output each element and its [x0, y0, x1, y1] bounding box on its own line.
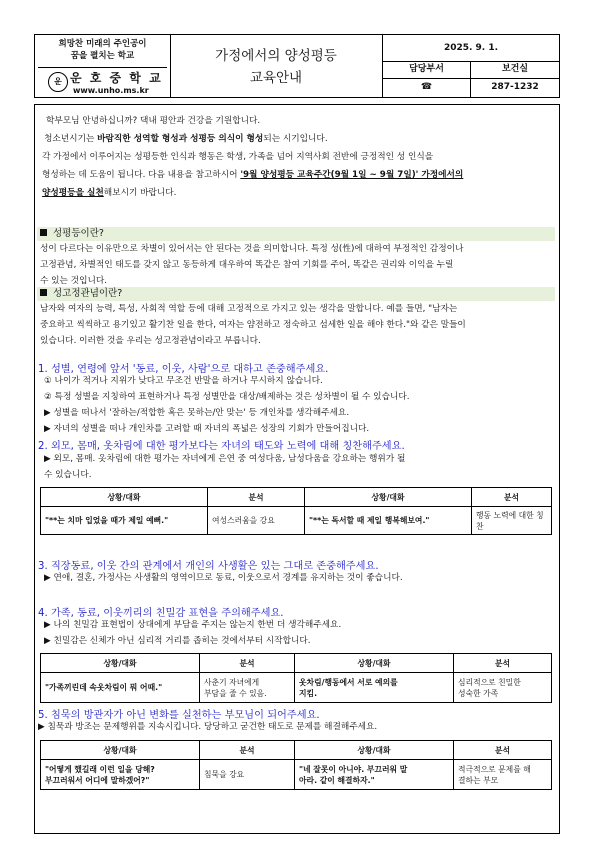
example-table: [40, 740, 552, 790]
school-info: [35, 35, 171, 97]
definition-heading: [37, 227, 555, 241]
table-header: 상황/대화: [41, 654, 200, 673]
cell-line: 옷차림/행동에서 서로 예의를: [299, 677, 398, 687]
table-header: 분석: [454, 741, 552, 760]
table-cell: [295, 673, 454, 703]
phone-row: [383, 78, 559, 97]
dept-row: [383, 61, 559, 79]
section-item: ② 특정 성별을 지칭하여 표현하거나 특정 성별만을 대상/배제하는 것은 성차별이 될 수 있습니다.: [44, 392, 410, 402]
definition-text: 있습니다. 이러한 것을 우리는 성고정관념이라고 부릅니다.: [40, 336, 261, 346]
intro-week-emphasis: '9월 양성평등 교육주간(9월 1일 ~ 9월 7일)' 가정에서의: [240, 170, 464, 180]
cell-line: "네 잘못이 아니야. 부끄러워 말: [299, 764, 408, 774]
intro-line-4: [42, 167, 463, 184]
definition-text: 중요하고 씩씩하고 용기있고 활기찬 일을 한다, 여자는 얌전하고 정숙하고 섬세한 일을 해야 한다."와 같은 말들이: [40, 320, 466, 330]
section-item: ▶ 성별을 떠나서 '잘하는/적합한 혹은 못하는/안 맞는' 등 개인차를 생각해주세요.: [44, 408, 350, 418]
school-logo-icon: 운: [48, 72, 68, 92]
section-item: ① 나이가 적거나 지위가 낮다고 무조건 반말을 하거나 무시하지 않습니다.: [44, 376, 323, 386]
intro-emphasis: 바람직한 성역할 형성과 성평등 의식이 형성: [97, 134, 264, 144]
section-item: ▶ 침묵과 방조는 문제행위를 지속시킵니다. 당당하고 굳건한 태도로 문제를 해결해주세요.: [38, 722, 378, 732]
table-cell: [200, 673, 295, 703]
intro-line-3: 각 가정에서 이루어지는 성평등한 인식과 행동은 학생, 가족을 넘어 지역사회 전반에 긍정적인 성 인식을: [42, 152, 434, 162]
section-item: ▶ 외모, 몸매. 옷차림에 대한 평가는 자녀에게 은연 중 여성다움, 남성다움을 강요하는 행위가 될: [44, 454, 406, 464]
info-cell: [383, 35, 559, 97]
table-cell: "가족끼린데 속옷차림이 뭐 어때.": [41, 673, 200, 703]
school-slogan: [35, 38, 170, 62]
table-cell: 침묵을 강요: [200, 760, 295, 790]
table-header: 분석: [200, 654, 295, 673]
school-name: 운 호 중 학 교: [70, 71, 163, 85]
title-line-1: 가정에서의 양성평등: [215, 48, 337, 64]
section-item: ▶ 자녀의 성별을 떠나 개인차를 고려할 때 자녀의 폭넓은 성장의 기회가 만들어집니다.: [44, 424, 370, 434]
table-header-row: [41, 741, 552, 760]
slogan-line-1: 희망찬 미래의 주인공이: [58, 39, 147, 49]
table-cell: [295, 760, 454, 790]
school-url[interactable]: www.unho.ms.kr: [73, 86, 149, 95]
title-cell: [170, 35, 383, 97]
table-row: [41, 760, 552, 790]
cell-line: 적극적으로 문제를 해: [458, 764, 531, 774]
intro-practice-emphasis: 양성평등을 실천: [42, 188, 104, 198]
intro-text: 형성하는 데 도움이 됩니다. 다음 내용을 참고하시어: [42, 170, 241, 180]
phone-icon: ☎: [383, 78, 471, 97]
cell-line: 지킴.: [299, 688, 318, 698]
cell-line: 아라. 같이 해결하자.": [299, 775, 375, 785]
table-header: 분석: [208, 488, 305, 507]
table-header: 분석: [454, 654, 552, 673]
section-title: 5. 침묵의 방관자가 아닌 변화를 실천하는 부모님이 되어주세요.: [38, 710, 320, 721]
square-bullet-icon: [40, 289, 47, 296]
cell-line: "어떻게 했길래 이런 일을 당해?: [45, 764, 155, 774]
table-header: 상황/대화: [295, 741, 454, 760]
cell-line: 성숙한 가족: [458, 688, 499, 698]
table-cell: [454, 760, 552, 790]
section-item: ▶ 연애, 결혼, 가정사는 사생활의 영역이므로 동료, 이웃으로서 경계를 유지하는 것이 좋습니다.: [44, 573, 403, 583]
table-cell: 행동 노력에 대한 칭찬: [472, 507, 552, 535]
intro-greeting: 학부모님 안녕하십니까? 댁내 평안과 건강을 기원합니다.: [46, 116, 261, 126]
definition-text: 남자와 여자의 능력, 특성, 사회적 역할 등에 대해 고정적으로 가지고 있는 생각을 말합니다. 예를 들면, "남자는: [40, 304, 458, 314]
example-table: [40, 487, 552, 535]
square-bullet-icon: [40, 229, 47, 236]
document-date: 2025. 9. 1.: [443, 43, 499, 53]
section-item: 수 있습니다.: [44, 470, 92, 480]
definition-text: 성이 다르다는 이유만으로 차별이 있어서는 안 된다는 것을 의미합니다. 특정 성(性)에 대하여 부정적인 감정이나: [40, 244, 464, 254]
title-line-2: 교육안내: [249, 70, 303, 86]
cell-line: 심리적으로 친밀한: [458, 677, 521, 687]
definition-text: 수 있는 것입니다.: [40, 276, 108, 286]
intro-text: 되는 시기입니다.: [263, 134, 328, 144]
table-cell: "**는 독서할 때 제일 행복해보여.": [305, 507, 472, 535]
table-header: 분석: [472, 488, 552, 507]
phone-number: 287-1232: [491, 82, 539, 92]
date-row: [383, 35, 559, 62]
dept-label: 담당부서: [383, 61, 471, 78]
table-row: [41, 673, 552, 703]
section-title: 2. 외모, 몸매, 옷차림에 대한 평가보다는 자녀의 태도와 노력에 대해 칭찬해주세요.: [38, 441, 405, 452]
table-header: 상황/대화: [41, 741, 200, 760]
intro-text: 청소년시기는: [44, 134, 98, 144]
header-box: [34, 34, 560, 98]
divider: [38, 67, 167, 68]
cell-line: 부담을 줄 수 있음.: [204, 688, 267, 698]
table-header-row: [41, 488, 552, 507]
table-cell: 여성스러움을 강요: [208, 507, 305, 535]
table-header: 상황/대화: [305, 488, 472, 507]
definition-heading-label: 성고정관념이란?: [53, 288, 123, 299]
cell-line: 사춘기 자녀에게: [204, 677, 260, 687]
table-cell: "**는 치마 입었을 때가 제일 예뻐.": [41, 507, 208, 535]
table-row: [41, 507, 552, 535]
slogan-line-2: 꿈을 펼치는 학교: [70, 51, 135, 61]
table-header: 상황/대화: [41, 488, 208, 507]
definition-heading: [37, 287, 555, 301]
section-title: 1. 성별, 연령에 앞서 '동료, 이웃, 사람'으로 대하고 존중해주세요.: [38, 364, 329, 375]
cell-line: 결하는 부모: [458, 775, 499, 785]
intro-line-2: [44, 131, 328, 148]
table-header: 분석: [200, 741, 295, 760]
intro-text: 해보시기 바랍니다.: [103, 188, 177, 198]
table-cell: [41, 760, 200, 790]
example-table: [40, 653, 552, 703]
section-title: 4. 가족, 동료, 이웃끼리의 친밀감 표현을 주의해주세요.: [38, 608, 284, 619]
cell-line: 부끄러워서 어디에 말하겠어?": [45, 775, 150, 785]
definition-heading-label: 성평등이란?: [53, 228, 104, 239]
definition-text: 고정관념, 차별적인 태도를 갖지 않고 동등하게 대우하여 똑같은 참여 기회를 주어, 똑같은 권리와 이익을 누릴: [40, 260, 454, 270]
section-item: ▶ 친밀감은 신체가 아닌 심리적 거리를 좁히는 것에서부터 시작합니다.: [44, 636, 311, 646]
document-title: [170, 45, 382, 89]
section-title: 3. 직장동료, 이웃 간의 관계에서 개인의 사생활은 있는 그대로 존중해주세요.: [38, 561, 379, 572]
dept-value: 보건실: [501, 64, 529, 74]
table-header-row: [41, 654, 552, 673]
table-header: 상황/대화: [295, 654, 454, 673]
section-item: ▶ 나의 친밀감 표현법이 상대에게 부담을 주지는 않는지 한번 더 생각해주세요.: [44, 620, 342, 630]
intro-line-5: [42, 185, 176, 202]
table-cell: [454, 673, 552, 703]
